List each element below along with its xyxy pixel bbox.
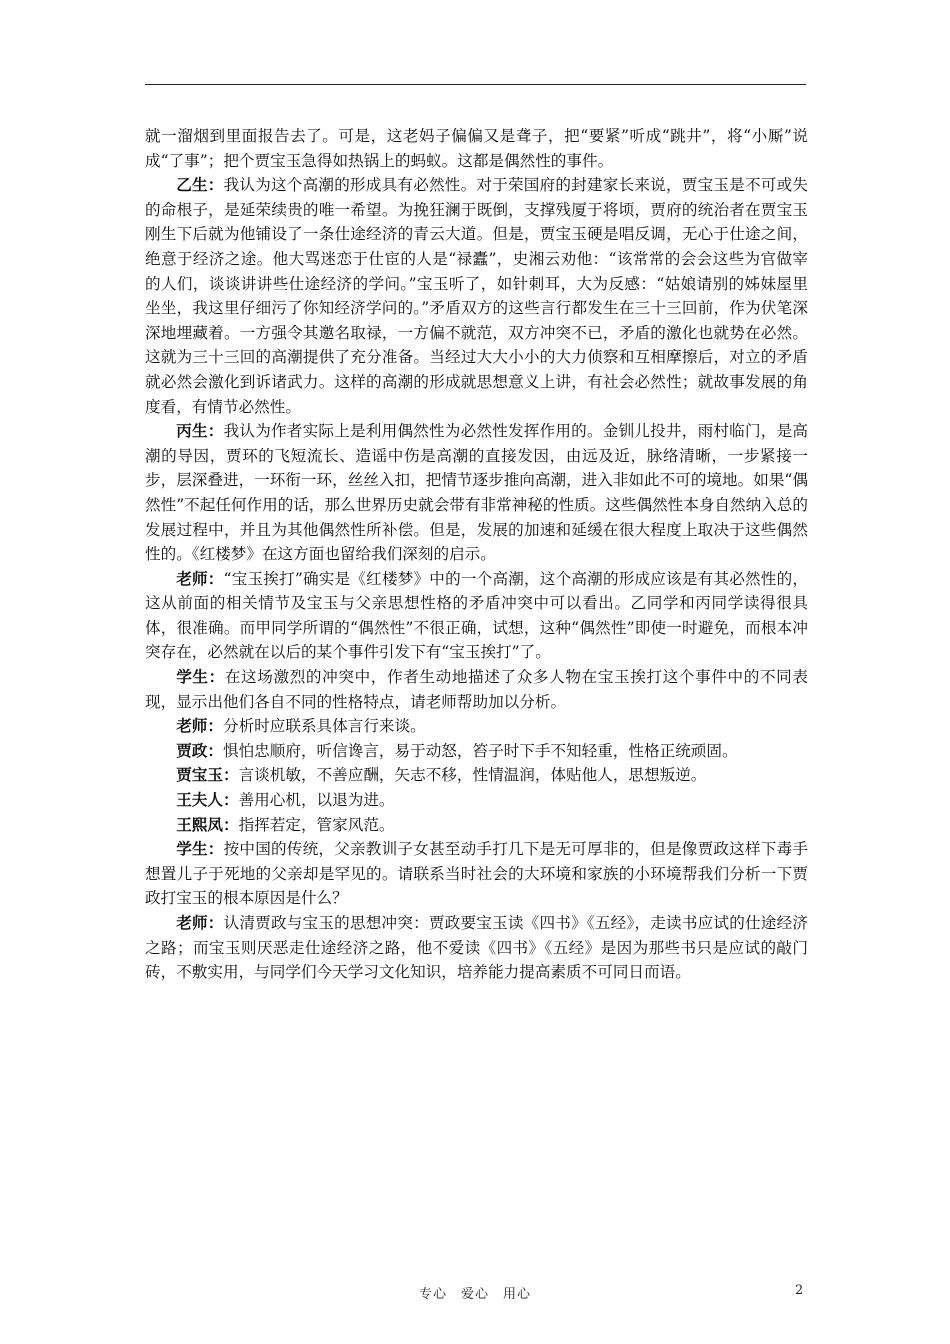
speaker-label: 王熙凤：	[176, 815, 239, 834]
document-body	[145, 124, 808, 985]
speaker-label: 贾宝玉：	[176, 766, 239, 785]
paragraph-text: “宝玉挨打”确实是《红楼梦》中的一个高潮，这个高潮的形成应该是有其必然性的，这从前面的相关情节及宝玉与父亲思想性格的矛盾冲突中可以看出。乙同学和丙同学读得很具体，很准确。而甲同学所谓的“偶然性”不很正确，试想，这种“偶然性”即使一时避免，而根本冲突存在，必然就在以后的某个事件引发下有“宝玉挨打”了。	[145, 569, 808, 662]
paragraph-text: 按中国的传统，父亲教训子女甚至动手打几下是无可厚非的，但是像贾政这样下毒手想置儿子于死地的父亲却是罕见的。请联系当时社会的大环境和家族的小环境帮我们分析一下贾政打宝玉的根本原因是什么？	[145, 840, 808, 908]
paragraph-jiabaoyu	[145, 763, 808, 788]
paragraph-text: 在这场激烈的冲突中，作者生动地描述了众多人物在宝玉挨打这个事件中的不同表现，显示出他们各自不同的性格特点，请老师帮助加以分析。	[145, 668, 808, 711]
paragraph-text: 惧怕忠顺府，听信谗言，易于动怒，笞子时下手不知轻重，性格正统顽固。	[222, 741, 738, 760]
paragraph-wangfuren	[145, 788, 808, 813]
speaker-label: 老师：	[176, 717, 223, 736]
paragraph-text: 分析时应联系具体言行来谈。	[222, 717, 426, 736]
paragraph-text: 善用心机，以退为进。	[238, 791, 395, 810]
paragraph-jiazheng	[145, 739, 808, 764]
speaker-label: 学生：	[176, 840, 224, 859]
speaker-label: 乙生：	[176, 176, 224, 195]
paragraph-text: 指挥若定，管家风范。	[238, 815, 395, 834]
speaker-label: 王夫人：	[176, 791, 239, 810]
paragraph-yisheng	[145, 173, 808, 419]
paragraph-wangxifeng	[145, 813, 808, 838]
paragraph-text: 认清贾政与宝玉的思想冲突：贾政要宝玉读《四书》《五经》，走读书应试的仕途经济之路；而宝玉则厌恶走仕途经济之路，他不爱读《四书》《五经》是因为那些书只是应试的敲门砖，不敷实用，与同学们今天学习文化知识，培养能力提高素质不可同日而语。	[145, 914, 808, 982]
paragraph-text: 言谈机敏，不善应酬，矢志不移，性情温润，体贴他人，思想叛逆。	[238, 766, 707, 785]
footer-motto: 专心 爱心 用心	[418, 1287, 531, 1302]
speaker-label: 老师：	[176, 914, 224, 932]
paragraph-student-1	[145, 665, 808, 714]
speaker-label: 贾政：	[176, 741, 223, 760]
paragraph-student-2	[145, 837, 808, 911]
paragraph-bingsheng	[145, 419, 808, 567]
paragraph-teacher-1	[145, 567, 808, 665]
speaker-label: 丙生：	[176, 422, 224, 441]
paragraph-text: 就一溜烟到里面报告去了。可是，这老妈子偏偏又是聋子，把“要紧”听成“跳井”，将“小厮”说成“了事”；把个贾宝玉急得如热锅上的蚂蚁。这都是偶然性的事件。	[145, 127, 808, 170]
paragraph-teacher-3	[145, 911, 808, 985]
speaker-label: 老师：	[176, 569, 224, 588]
paragraph-continued	[145, 124, 808, 173]
paragraph-text: 我认为这个高潮的形成具有必然性。对于荣国府的封建家长来说，贾宝玉是不可或失的命根子，是延荣续贵的唯一希望。为挽狂澜于既倒，支撑残厦于将顷，贾府的统治者在贾宝玉刚生下后就为他铺设了一条仕途经济的青云大道。但是，贾宝玉硬是唱反调，无心于仕途之间，绝意于经济之途。他大骂迷恋于仕宦的人是“禄蠹”，史湘云劝他：“该常常的会会这些为官做宰的人们，谈谈讲讲些仕途经济的学问。”宝玉听了，如针刺耳，大为反感：“姑娘请别的姊妹屋里坐坐，我这里仔细污了你知经济学问的。”矛盾双方的这些言行都发生在三十三回前，作为伏笔深深地埋藏着。一方强令其邀名取禄，一方偏不就范，双方冲突不已，矛盾的激化也就势在必然。这就为三十三回的高潮提供了充分准备。当经过大大小小的大力侦察和互相摩擦后，对立的矛盾就必然会激化到诉诸武力。这样的高潮的形成就思想意义上讲，有社会必然性；就故事发展的角度看，有情节必然性。	[145, 176, 808, 416]
speaker-label: 学生：	[176, 668, 225, 687]
header-rule	[145, 84, 806, 85]
paragraph-teacher-2	[145, 714, 808, 739]
page-number: 2	[795, 1283, 804, 1298]
paragraph-text: 我认为作者实际上是利用偶然性为必然性发挥作用的。金钏儿投井，雨村临门，是高潮的导因，贾环的飞短流长、造谣中伤是高潮的直接发因，由远及近，脉络清晰，一步紧接一步，层深叠进，一环衔一环，丝丝入扣，把情节逐步推向高潮，进入非如此不可的境地。如果“偶然性”不起任何作用的话，那么世界历史就会带有非常神秘的性质。这些偶然性本身自然纳入总的发展过程中，并且为其他偶然性所补偿。但是，发展的加速和延缓在很大程度上取决于这些偶然性的。《红楼梦》在这方面也留给我们深刻的启示。	[145, 422, 808, 564]
